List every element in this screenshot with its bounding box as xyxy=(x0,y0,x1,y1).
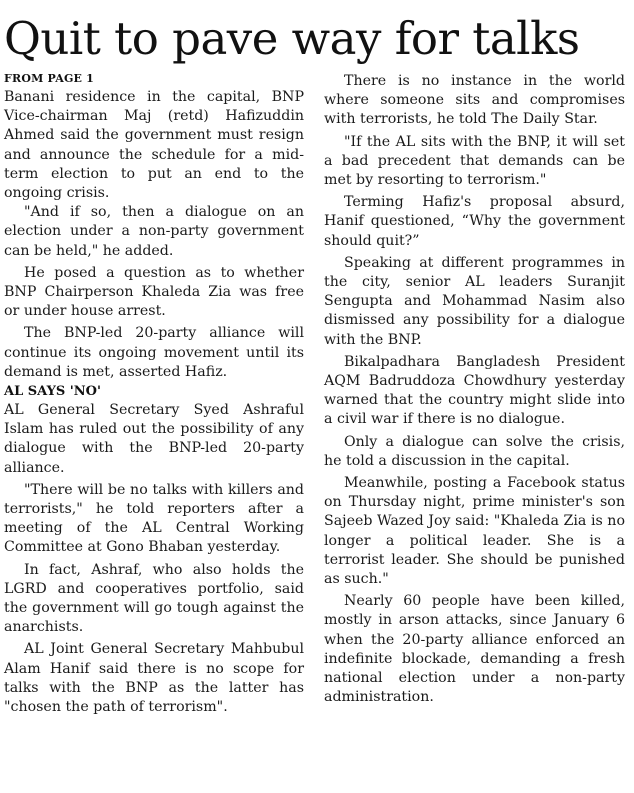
paragraph: Only a dialogue can solve the crisis, he told a discussion in the capital. xyxy=(324,433,625,469)
paragraph: The BNP-led 20-party alliance will continue its ongoing movement until its demand is met, asserted Hafiz. xyxy=(4,325,304,380)
paragraph: "And if so, then a dialogue on an election under a non-party government can be held," he added. xyxy=(4,204,304,259)
article-headline: Quit to pave way for talks xyxy=(4,12,580,65)
left-column xyxy=(4,72,304,717)
subhead-al-says-no: AL SAYS 'NO' xyxy=(4,384,101,400)
paragraph: "There will be no talks with killers and terrorists," he told reporters after a meeting of the AL Central Working Committee at Gono Bhaban yesterday. xyxy=(4,481,304,556)
paragraph: Nearly 60 people have been killed, mostly in arson attacks, since January 6 when the 20-party alliance enforced an indefinite blockade, demanding a fresh national election under a non-party administration. xyxy=(324,593,625,706)
paragraph: He posed a question as to whether BNP Chairperson Khaleda Zia was free or under house arrest. xyxy=(4,264,304,320)
paragraph: There is no instance in the world where someone sits and compromises with terrorists, he told The Daily Star. xyxy=(324,73,625,128)
paragraph: Meanwhile, posting a Facebook status on Thursday night, prime minister's son Sajeeb Wazed Joy said: "Khaleda Zia is no longer a political leader. She is a terrorist leader. She should be punished as such." xyxy=(324,475,625,588)
paragraph: In fact, Ashraf, who also holds the LGRD and cooperatives portfolio, said the government will go tough against the anarchists. xyxy=(4,561,304,636)
paragraph: Bikalpadhara Bangladesh President AQM Badruddoza Chowdhury yesterday warned that the country might slide into a civil war if there is no dialogue. xyxy=(324,353,625,428)
jump-line: FROM PAGE 1 xyxy=(4,72,95,85)
paragraph: Speaking at different programmes in the city, senior AL leaders Suranjit Sengupta and Mohammad Nasim also dismissed any possibility for a dialogue with the BNP. xyxy=(324,254,625,348)
paragraph: AL General Secretary Syed Ashraful Islam has ruled out the possibility of any dialogue with the BNP-led 20-party alliance. xyxy=(4,402,304,476)
paragraph: AL Joint General Secretary Mahbubul Alam Hanif said there is no scope for talks with the BNP as the latter has "chosen the path of terrorism". xyxy=(4,641,304,716)
paragraph: Terming Hafiz's proposal absurd, Hanif questioned, “Why the government should quit?” xyxy=(324,194,625,249)
paragraph: "If the AL sits with the BNP, it will set a bad precedent that demands can be met by resorting to terrorism." xyxy=(324,133,625,189)
right-column xyxy=(324,72,625,708)
paragraph: Banani residence in the capital, BNP Vice-chairman Maj (retd) Hafizuddin Ahmed said the government must resign and announce the schedule for a mid-term election to put an end to the ongoing crisis. xyxy=(4,89,304,202)
